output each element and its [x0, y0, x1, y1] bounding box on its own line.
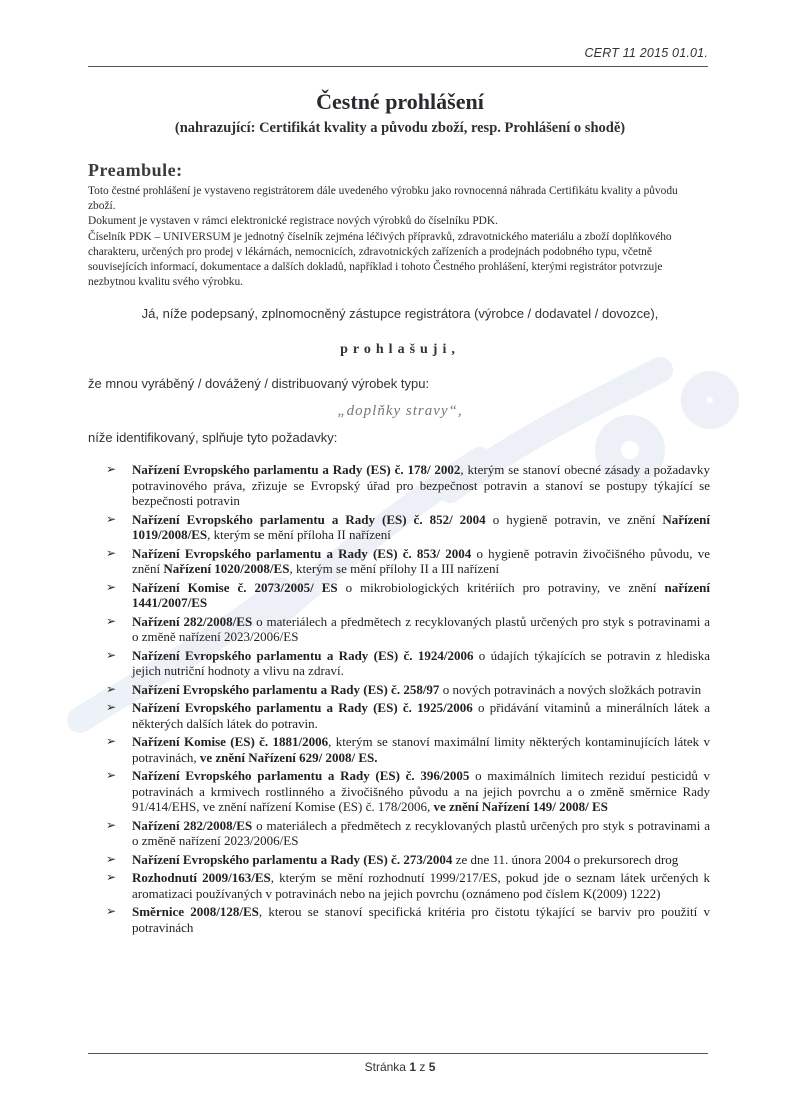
requirements-intro: níže identifikovaný, splňuje tyto požadavky: — [88, 430, 338, 445]
regulation-text: , kterým se stanoví maximální limity některých kontaminujících látek v potravinách, — [132, 734, 711, 765]
preamble-heading: Preambule: — [88, 160, 183, 180]
preamble-paragraph: Dokument je vystaven v rámci elektronické registrace nových výrobků do číselníku PDK. — [88, 215, 498, 228]
arrow-bullet-icon: ➢ — [106, 647, 117, 662]
regulation-item — [106, 546, 710, 577]
regulation-item — [106, 512, 710, 543]
regulation-title: ve znění Nařízení 629/ 2008/ ES. — [199, 749, 378, 765]
regulation-title: Nařízení Evropského parlamentu a Rady (ES) č. 273/2004 — [132, 851, 453, 867]
regulation-item — [106, 818, 710, 849]
regulation-title: Nařízení Evropského parlamentu a Rady (ES) č. 852/ 2004 — [132, 511, 486, 527]
regulation-text: o hygieně potravin živočišného původu, ve znění — [132, 545, 711, 576]
footer-total-pages: 5 — [428, 1060, 436, 1074]
regulation-title: nařízení 1441/2007/ES — [132, 579, 710, 610]
regulation-title: Nařízení 1019/2008/ES — [132, 511, 710, 542]
arrow-bullet-icon: ➢ — [106, 768, 117, 782]
arrow-bullet-icon: ➢ — [106, 700, 117, 714]
regulation-item — [106, 870, 710, 901]
arrow-bullet-icon: ➢ — [106, 904, 117, 918]
regulation-title: Rozhodnutí 2009/163/ES — [132, 870, 271, 885]
regulation-item — [106, 768, 710, 815]
declare-heading: prohlašuji, — [340, 342, 460, 357]
regulation-title: Nařízení 282/2008/ES — [132, 613, 253, 629]
preamble-paragraph: Číselník PDK – UNIVERSUM je jednotný číselník zejména léčivých přípravků, zdravotnického materiálu a zboží doplňkového charakteru, určených pro prodej v lékárnách, nemocnicích, zdravotnických zařízeních a prodejnách podobného typu, včetně souvisejících informací, dokumentace a dalších dokladů, například i tohoto Čestného prohlášení, kterými registrátor potvrzuje nezbytnou kvalitu svého výrobku. — [88, 230, 672, 289]
regulation-item — [106, 700, 710, 731]
regulation-item — [106, 648, 710, 679]
arrow-bullet-icon: ➢ — [106, 734, 117, 748]
product-type-value: „doplňky stravy“, — [337, 403, 463, 419]
regulation-text: o maximálních limitech reziduí pesticidů v potravinách a krmivech rostlinného a živočišného původu a na jejich povrchu a o změně směrnice Rady 91/414/EHS, ve znění nařízení Komise (ES) č. 178/2006, — [132, 768, 711, 814]
page-footer — [0, 1060, 800, 1074]
footer-divider — [88, 1053, 708, 1054]
regulation-text: o nových potravinách a nových složkách potravin — [439, 681, 702, 697]
regulation-title: Nařízení Komise (ES) č. 1881/2006 — [132, 734, 329, 749]
regulation-title: Nařízení Evropského parlamentu a Rady (ES) č. 1925/2006 — [132, 700, 473, 715]
regulation-title: Směrnice 2008/128/ES — [132, 904, 259, 919]
preamble-body — [88, 184, 708, 290]
regulation-text: o přidávání vitaminů a minerálních látek a některých dalších látek do potravin. — [132, 700, 711, 731]
regulation-item — [106, 580, 710, 611]
arrow-bullet-icon: ➢ — [106, 579, 117, 594]
page-subtitle: (nahrazující: Certifikát kvality a původu zboží, resp. Prohlášení o shodě) — [174, 120, 626, 136]
regulation-title: Nařízení 282/2008/ES — [132, 817, 253, 833]
regulation-item — [106, 462, 710, 509]
arrow-bullet-icon: ➢ — [106, 681, 117, 696]
regulation-text: , kterým se stanoví obecné zásady a požadavky potravinového práva, zřizuje se Evropský úřad pro bezpečnost potravin a stanoví se postupy týkající se bezpečnosti potravin — [132, 462, 710, 508]
arrow-bullet-icon: ➢ — [106, 817, 117, 832]
regulation-text: o hygieně potravin, ve znění — [485, 511, 663, 527]
arrow-bullet-icon: ➢ — [106, 545, 117, 560]
regulation-item — [106, 614, 710, 645]
page-title: Čestné prohlášení — [316, 89, 484, 114]
header-divider — [88, 66, 708, 67]
regulation-item — [106, 682, 710, 698]
regulation-text: o mikrobiologických kritériích pro potraviny, ve znění — [337, 579, 665, 595]
footer-of-word: z — [419, 1060, 426, 1074]
regulation-text: o údajích týkajících se potravin z hlediska jejich nutriční hodnoty a vlivu na zdraví. — [132, 647, 711, 678]
regulation-item — [106, 852, 710, 868]
regulation-title: Nařízení Evropského parlamentu a Rady (ES) č. 1924/2006 — [132, 647, 474, 663]
regulation-text: , kterou se stanoví specifická kritéria pro čistotu týkající se barviv pro použití v potravinách — [132, 904, 711, 935]
arrow-bullet-icon: ➢ — [106, 511, 117, 526]
regulation-text: o materiálech a předmětech z recyklovaných plastů určených pro styk s potravinami a o změně nařízení 2023/2006/ES — [132, 817, 710, 848]
regulation-title: Nařízení Evropského parlamentu a Rady (ES) č. 396/2005 — [132, 768, 470, 783]
preamble-paragraph: Toto čestné prohlášení je vystaveno registrátorem dále uvedeného výrobku jako rovnocenná náhrada Certifikátu kvality a původu zboží. — [88, 185, 678, 213]
regulation-text: , kterým se mění rozhodnutí 1999/217/ES, pokud jde o seznam látek určených k aromatizaci používaných v potravinách nebo na jejich povrchu (oznámeno pod číslem K(2009) 1222) — [132, 870, 710, 901]
regulation-item — [106, 734, 710, 765]
arrow-bullet-icon: ➢ — [106, 613, 117, 628]
regulation-title: ve znění Nařízení 149/ 2008/ ES — [433, 799, 608, 814]
regulation-text: ze dne 11. února 2004 o prekursorech drog — [452, 851, 679, 867]
regulation-item — [106, 904, 710, 935]
regulation-text: o materiálech a předmětech z recyklovaných plastů určených pro styk s potravinami a o změně nařízení 2023/2006/ES — [132, 613, 710, 644]
regulations-list — [106, 462, 710, 938]
arrow-bullet-icon: ➢ — [106, 462, 117, 476]
regulation-text: , kterým se mění přílohy II a III nařízení — [289, 561, 500, 576]
regulation-title: Nařízení Komise č. 2073/2005/ ES — [132, 579, 338, 595]
footer-current-page: 1 — [409, 1060, 416, 1074]
arrow-bullet-icon: ➢ — [106, 870, 117, 884]
regulation-title: Nařízení 1020/2008/ES — [163, 561, 290, 576]
regulation-text: , kterým se mění příloha II nařízení — [207, 527, 391, 542]
regulation-title: Nařízení Evropského parlamentu a Rady (ES) č. 178/ 2002 — [132, 462, 461, 477]
footer-page-word: Stránka — [364, 1060, 406, 1074]
product-type-intro: že mnou vyráběný / dovážený / distribuovaný výrobek typu: — [88, 376, 430, 391]
arrow-bullet-icon: ➢ — [106, 851, 117, 866]
regulation-title: Nařízení Evropského parlamentu a Rady (ES) č. 853/ 2004 — [132, 545, 472, 561]
declarant-statement: Já, níže podepsaný, zplnomocněný zástupce registrátora (výrobce / dodavatel / dovozce), — [141, 306, 659, 321]
document-code: CERT 11 2015 01.01. — [584, 46, 708, 60]
regulation-title: Nařízení Evropského parlamentu a Rady (ES) č. 258/97 — [132, 681, 440, 697]
